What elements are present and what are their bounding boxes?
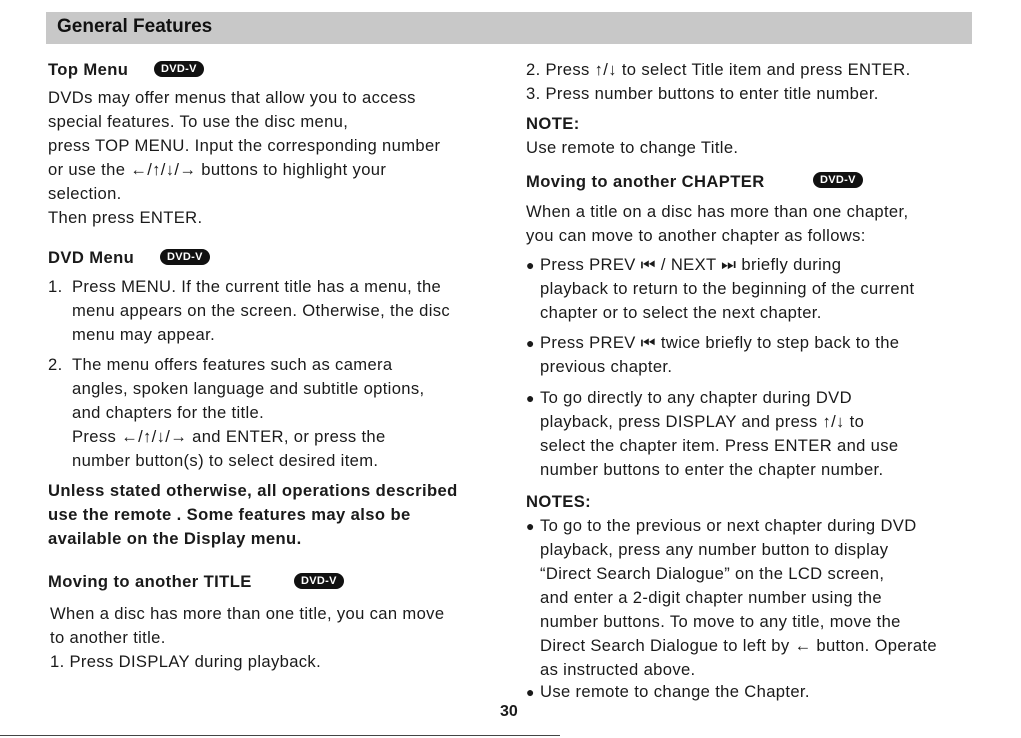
bold-note-line: available on the Display menu. <box>48 529 302 548</box>
dvd-menu-item2-line: Press ←/↑/↓/→ and ENTER, or press the <box>72 427 386 446</box>
title-step-line: 2. Press ↑/↓ to select Title item and press ENTER. <box>526 60 911 79</box>
section-header-bar <box>46 12 972 44</box>
chapter-bullet1-line: Press PREV ⏮ / NEXT ⏭ briefly during <box>540 255 842 274</box>
dvd-menu-item2-line: number button(s) to select desired item. <box>72 451 379 470</box>
dvd-menu-item2-line: and chapters for the title. <box>72 403 265 422</box>
title-section-line: to another title. <box>50 628 166 647</box>
dvd-v-badge: DVD-V <box>154 61 204 77</box>
dvd-v-badge: DVD-V <box>160 249 210 265</box>
footer-rule <box>0 735 560 736</box>
title-section-heading: Moving to another TITLE <box>48 572 252 591</box>
bullet-icon: ● <box>526 335 535 351</box>
notes-bullet1-line: as instructed above. <box>540 660 696 679</box>
title-section-line: When a disc has more than one title, you can move <box>50 604 445 623</box>
dvd-menu-item2-line: The menu offers features such as camera <box>72 355 393 374</box>
list-number: 2. <box>48 355 63 374</box>
dvd-v-badge: DVD-V <box>294 573 344 589</box>
top-menu-heading: Top Menu <box>48 60 129 79</box>
top-menu-line: selection. <box>48 184 122 203</box>
dvd-menu-heading: DVD Menu <box>48 248 135 267</box>
chapter-intro-line: When a title on a disc has more than one chapter, <box>526 202 909 221</box>
chapter-bullet3-line: To go directly to any chapter during DVD <box>540 388 852 407</box>
top-menu-line: or use the ←/↑/↓/→ buttons to highlight your <box>48 160 387 179</box>
dvd-v-badge: DVD-V <box>813 172 863 188</box>
page-number: 30 <box>500 703 518 720</box>
list-number: 1. <box>48 277 63 296</box>
chapter-bullet3-line: playback, press DISPLAY and press ↑/↓ to <box>540 412 865 431</box>
bold-note-line: Unless stated otherwise, all operations described <box>48 481 458 500</box>
chapter-intro-line: you can move to another chapter as follows: <box>526 226 866 245</box>
dvd-menu-item1-line: menu may appear. <box>72 325 216 344</box>
top-menu-line: Then press ENTER. <box>48 208 203 227</box>
bold-note-line: use the remote . Some features may also be <box>48 505 411 524</box>
dvd-menu-item1-line: Press MENU. If the current title has a menu, the <box>72 277 442 296</box>
chapter-bullet2-line: previous chapter. <box>540 357 673 376</box>
note-text: Use remote to change Title. <box>526 138 739 157</box>
bullet-icon: ● <box>526 257 535 273</box>
dvd-menu-item2-line: angles, spoken language and subtitle options, <box>72 379 425 398</box>
chapter-bullet2-line: Press PREV ⏮ twice briefly to step back to the <box>540 333 900 352</box>
top-menu-line: press TOP MENU. Input the corresponding number <box>48 136 441 155</box>
dvd-menu-item1-line: menu appears on the screen. Otherwise, the disc <box>72 301 451 320</box>
notes-bullet1-line: playback, press any number button to display <box>540 540 889 559</box>
top-menu-line: DVDs may offer menus that allow you to access <box>48 88 416 107</box>
chapter-bullet1-line: playback to return to the beginning of the current <box>540 279 915 298</box>
chapter-bullet3-line: select the chapter item. Press ENTER and use <box>540 436 899 455</box>
title-section-line: 1. Press DISPLAY during playback. <box>50 652 322 671</box>
bullet-icon: ● <box>526 518 535 534</box>
note-heading: NOTE: <box>526 114 580 133</box>
section-header-title: General Features <box>57 16 213 37</box>
notes-bullet2-line: Use remote to change the Chapter. <box>540 682 810 701</box>
notes-bullet1-line: and enter a 2-digit chapter number using the <box>540 588 882 607</box>
notes-bullet1-line: “Direct Search Dialogue” on the LCD screen, <box>540 564 885 583</box>
notes-heading: NOTES: <box>526 492 592 511</box>
bullet-icon: ● <box>526 684 535 700</box>
notes-bullet1-line: number buttons. To move to any title, move the <box>540 612 901 631</box>
chapter-bullet1-line: chapter or to select the next chapter. <box>540 303 822 322</box>
notes-bullet1-line: To go to the previous or next chapter during DVD <box>540 516 917 535</box>
notes-bullet1-line: Direct Search Dialogue to left by ← button. Operate <box>540 636 937 655</box>
chapter-heading: Moving to another CHAPTER <box>526 172 765 191</box>
bullet-icon: ● <box>526 390 535 406</box>
title-step-line: 3. Press number buttons to enter title number. <box>526 84 879 103</box>
top-menu-line: special features. To use the disc menu, <box>48 112 349 131</box>
chapter-bullet3-line: number buttons to enter the chapter number. <box>540 460 884 479</box>
